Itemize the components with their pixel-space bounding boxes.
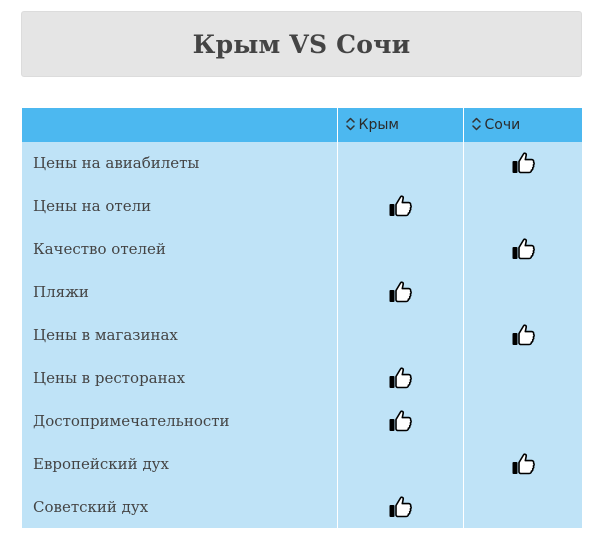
column-header-crimea[interactable]: [337, 108, 463, 142]
vote-cell-crimea: [337, 313, 463, 356]
row-label: Цены на авиабилеты: [22, 142, 337, 184]
table-row: [22, 184, 582, 227]
title-banner: [21, 11, 582, 77]
vote-cell-sochi: [463, 142, 582, 184]
vote-cell-sochi: [463, 442, 582, 485]
table-row: [22, 142, 582, 184]
column-header-criterion: [22, 108, 337, 142]
vote-cell-crimea: [337, 142, 463, 184]
vote-cell-sochi: [463, 399, 582, 442]
vote-cell-sochi: [463, 485, 582, 528]
thumbs-up-icon: [510, 150, 536, 176]
thumbs-up-icon: [510, 236, 536, 262]
sort-icon: [346, 117, 355, 131]
sort-icon: [472, 117, 481, 131]
comparison-table: [22, 108, 582, 528]
vote-cell-crimea: [337, 442, 463, 485]
row-label: Цены в ресторанах: [22, 356, 337, 399]
row-label: Цены в магазинах: [22, 313, 337, 356]
page-title: Крым VS Сочи: [192, 29, 411, 59]
vote-cell-sochi: [463, 313, 582, 356]
vote-cell-crimea: [337, 270, 463, 313]
column-header-sochi[interactable]: [463, 108, 582, 142]
vote-cell-sochi: [463, 184, 582, 227]
thumbs-up-icon: [387, 365, 413, 391]
thumbs-up-icon: [510, 451, 536, 477]
table-row: [22, 356, 582, 399]
row-label: Качество отелей: [22, 227, 337, 270]
table-row: [22, 399, 582, 442]
row-label: Пляжи: [22, 270, 337, 313]
vote-cell-sochi: [463, 227, 582, 270]
table-row: [22, 227, 582, 270]
vote-cell-crimea: [337, 184, 463, 227]
row-label: Советский дух: [22, 485, 337, 528]
row-label: Цены на отели: [22, 184, 337, 227]
thumbs-up-icon: [387, 408, 413, 434]
vote-cell-sochi: [463, 356, 582, 399]
thumbs-up-icon: [387, 494, 413, 520]
thumbs-up-icon: [387, 279, 413, 305]
table-row: [22, 485, 582, 528]
table-row: [22, 270, 582, 313]
row-label: Достопримечательности: [22, 399, 337, 442]
vote-cell-crimea: [337, 485, 463, 528]
vote-cell-crimea: [337, 227, 463, 270]
table-row: [22, 442, 582, 485]
table-row: [22, 313, 582, 356]
vote-cell-sochi: [463, 270, 582, 313]
column-label-sochi: Сочи: [484, 117, 521, 133]
column-label-crimea: Крым: [358, 117, 399, 133]
row-label: Европейский дух: [22, 442, 337, 485]
table-header-row: [22, 108, 582, 142]
vote-cell-crimea: [337, 356, 463, 399]
thumbs-up-icon: [387, 193, 413, 219]
vote-cell-crimea: [337, 399, 463, 442]
thumbs-up-icon: [510, 322, 536, 348]
